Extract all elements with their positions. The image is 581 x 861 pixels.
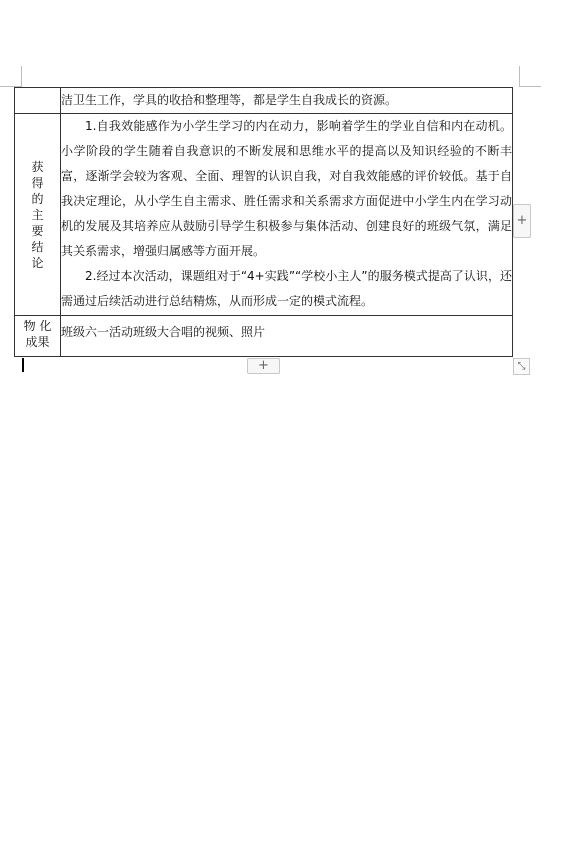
add-column-button[interactable]: + <box>513 204 531 238</box>
crop-mark-right-horizontal <box>519 86 541 87</box>
add-row-button[interactable]: + <box>247 358 280 374</box>
table-cell-label[interactable]: 物 化成果 <box>15 316 61 357</box>
text-cursor <box>22 358 24 372</box>
crop-mark-left-vertical <box>21 66 22 87</box>
table-cell-content[interactable]: 洁卫生工作，学具的收拾和整理等，都是学生自我成长的资源。 <box>61 88 513 114</box>
table-resize-handle-icon[interactable]: ⤡ <box>513 358 530 375</box>
table-cell-label[interactable] <box>15 88 61 114</box>
crop-mark-right-vertical <box>519 66 520 87</box>
table-row <box>15 316 513 357</box>
conclusion-paragraph-1: 1.自我效能感作为小学生学习的内在动力，影响着学生的学业自信和内在动机。小学阶段的学生随着自我意识的不断发展和思维水平的提高以及知识经验的不断丰富，逐渐学会较为客观、全面、理智的认识自我，对自我效能感的评价较低。基于自我决定理论，从小学生自主需求、胜任需求和关系需求方面促进中小学生内在学习动机的发展及其培养应从鼓励引导学生积极参与集体活动、创建良好的班级气氛，满足其关系需求，增强归属感等方面开展。 <box>61 119 512 258</box>
conclusion-paragraph-2: 2.经过本次活动，课题组对于“4+实践”“学校小主人”的服务模式提高了认识，还需通过后续活动进行总结精炼，从而形成一定的模式流程。 <box>61 269 512 308</box>
table-row <box>15 88 513 114</box>
document-table <box>14 87 513 357</box>
table-cell-content[interactable]: 班级六一活动班级大合唱的视频、照片 <box>61 316 513 357</box>
table-cell-label[interactable] <box>15 114 61 316</box>
table-cell-content[interactable] <box>61 114 513 316</box>
conclusion-label: 获得的主要结论 <box>31 159 44 270</box>
table-row <box>15 114 513 316</box>
